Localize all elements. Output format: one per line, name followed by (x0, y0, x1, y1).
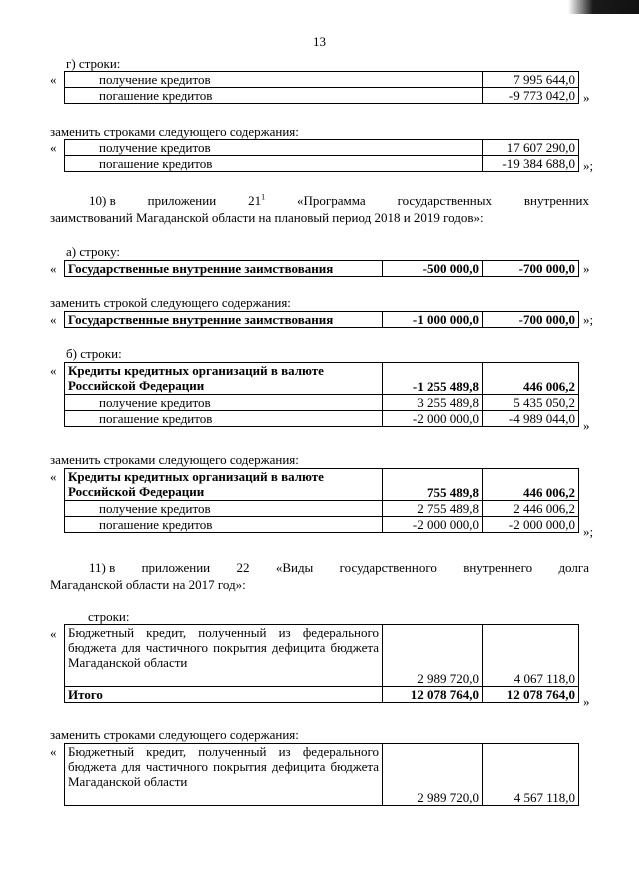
label-line2: Российской Федерации (68, 378, 205, 393)
row-value: -1 255 489,8 (383, 363, 483, 395)
section-heading: заменить строками следующего содержания: (50, 124, 299, 139)
table-row (65, 744, 579, 806)
paragraph-11-line2: Магаданской области на 2017 год»: (50, 577, 246, 592)
section-heading: строки: (88, 609, 130, 624)
section-heading: а) строку: (66, 244, 121, 259)
row-label: погашение кредитов (65, 88, 483, 104)
table-row (65, 72, 579, 88)
table-s3 (64, 260, 579, 277)
text: внутреннего (463, 560, 533, 575)
text: $21^1$ (248, 192, 266, 208)
text: внутренних (523, 193, 589, 208)
table-row (65, 156, 579, 172)
text: государственных (397, 193, 492, 208)
row-value: 446 006,2 (483, 469, 579, 501)
scan-edge-artifact (568, 0, 639, 14)
row-value: 3 255 489,8 (383, 395, 483, 411)
quote-open: « (50, 626, 57, 641)
row-label: погашение кредитов (65, 156, 483, 172)
table-row (65, 469, 579, 501)
row-value: 12 078 764,0 (483, 687, 579, 703)
quote-close: » (583, 90, 590, 105)
row-value: -9 773 042,0 (483, 88, 579, 104)
row-label (65, 363, 383, 395)
quote-close: »; (583, 524, 594, 539)
row-label: Итого (65, 687, 383, 703)
row-value: 7 995 644,0 (483, 72, 579, 88)
section-heading: заменить строками следующего содержания: (50, 727, 299, 742)
row-value: 446 006,2 (483, 363, 579, 395)
row-value: -500 000,0 (383, 261, 483, 277)
table-row (65, 411, 579, 427)
section-heading: г) строки: (66, 56, 121, 71)
section-heading: заменить строкой следующего содержания: (50, 295, 291, 310)
quote-close: » (583, 418, 590, 433)
row-value: 2 989 720,0 (383, 625, 483, 687)
row-label: получение кредитов (65, 501, 383, 517)
text: 11) в (89, 560, 116, 575)
row-value: -700 000,0 (483, 312, 579, 328)
quote-close: »; (583, 312, 594, 327)
row-label: погашение кредитов (65, 411, 383, 427)
paragraph-11-line1 (89, 560, 589, 575)
quote-close: » (583, 694, 590, 709)
table-row (65, 261, 579, 277)
text: 10) в (89, 193, 116, 208)
row-value: 2 446 006,2 (483, 501, 579, 517)
quote-open: « (50, 140, 57, 155)
quote-open: « (50, 72, 57, 87)
row-value: -1 000 000,0 (383, 312, 483, 328)
text: долга (558, 560, 589, 575)
row-value: 5 435 050,2 (483, 395, 579, 411)
quote-close: » (583, 261, 590, 276)
table-s8 (64, 743, 579, 806)
quote-open: « (50, 312, 57, 327)
quote-open: « (50, 744, 57, 759)
label-line2: Российской Федерации (68, 484, 205, 499)
row-label: получение кредитов (65, 72, 483, 88)
row-value: -4 989 044,0 (483, 411, 579, 427)
text: «Программа (297, 193, 366, 208)
table-s4 (64, 311, 579, 328)
row-value: 4 067 118,0 (483, 625, 579, 687)
row-label: получение кредитов (65, 140, 483, 156)
table-row (65, 517, 579, 533)
table-row (65, 395, 579, 411)
quote-open: « (50, 363, 57, 378)
text: 22 (236, 560, 250, 575)
row-label: Государственные внутренние заимствования (65, 261, 383, 277)
paragraph-10-line1 (89, 193, 589, 208)
table-s5 (64, 362, 579, 427)
row-label: Бюджетный кредит, полученный из федерального бюджета для частичного покрытия дефицита бюджета Магаданской области (65, 625, 383, 687)
table-s2 (64, 139, 579, 172)
text: государственного (339, 560, 437, 575)
quote-open: « (50, 469, 57, 484)
row-value: 2 755 489,8 (383, 501, 483, 517)
row-value: 12 078 764,0 (383, 687, 483, 703)
row-value: -19 384 688,0 (483, 156, 579, 172)
table-s6 (64, 468, 579, 533)
text: приложении (147, 193, 217, 208)
row-value: 17 607 290,0 (483, 140, 579, 156)
table-row (65, 140, 579, 156)
section-heading: заменить строками следующего содержания: (50, 452, 299, 467)
table-row (65, 363, 579, 395)
text: приложении (141, 560, 211, 575)
row-value: 755 489,8 (383, 469, 483, 501)
label-line1: Кредиты кредитных организаций в валюте (68, 363, 324, 378)
row-value: 4 567 118,0 (483, 744, 579, 806)
table-s1 (64, 71, 579, 104)
text: «Виды (275, 560, 314, 575)
row-label: Государственные внутренние заимствования (65, 312, 383, 328)
quote-open: « (50, 261, 57, 276)
section-heading: б) строки: (66, 346, 122, 361)
row-value: -2 000 000,0 (383, 517, 483, 533)
table-row (65, 625, 579, 687)
row-value: 2 989 720,0 (383, 744, 483, 806)
table-s7 (64, 624, 579, 703)
paragraph-10-line2: заимствований Магаданской области на плановый период 2018 и 2019 годов»: (50, 210, 484, 225)
table-row (65, 312, 579, 328)
quote-close: »; (583, 158, 594, 173)
label-line1: Кредиты кредитных организаций в валюте (68, 469, 324, 484)
row-label: Бюджетный кредит, полученный из федерального бюджета для частичного покрытия дефицита бюджета Магаданской области (65, 744, 383, 806)
table-row (65, 501, 579, 517)
row-label: получение кредитов (65, 395, 383, 411)
table-row (65, 88, 579, 104)
row-label (65, 469, 383, 501)
table-row (65, 687, 579, 703)
page-number: 13 (313, 34, 326, 49)
row-label: погашение кредитов (65, 517, 383, 533)
row-value: -2 000 000,0 (483, 517, 579, 533)
row-value: -700 000,0 (483, 261, 579, 277)
row-value: -2 000 000,0 (383, 411, 483, 427)
